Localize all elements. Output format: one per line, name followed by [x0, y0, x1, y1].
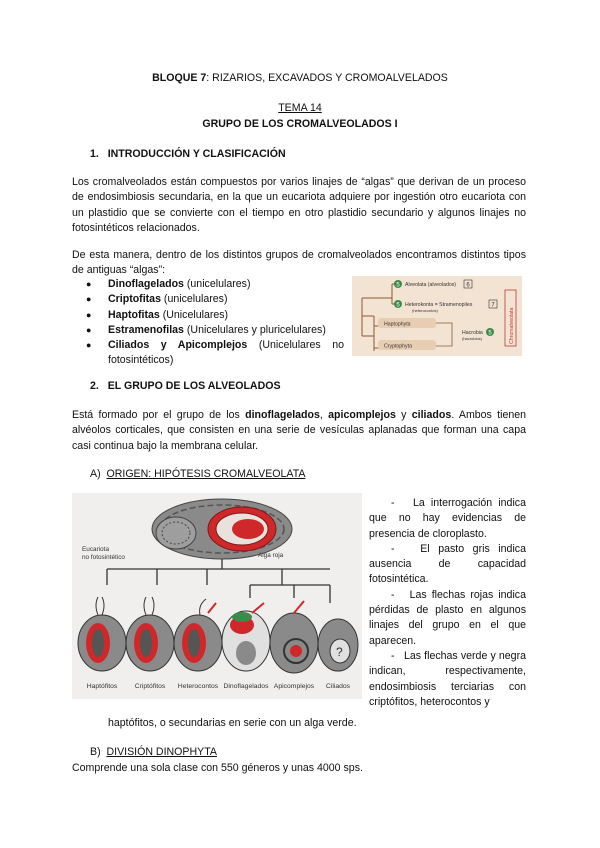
chromalveolata-tree-figure [352, 276, 522, 356]
figure-background [352, 276, 522, 356]
note-item: - La interrogación indica que no hay evidencias de presencia de cloroplasto. [369, 497, 526, 540]
subsection-a-title: ORIGEN: HIPÓTESIS CROMALVEOLATA [106, 468, 306, 480]
subsection-b-label: B) [90, 746, 101, 758]
note-item: - Las flechas verde y negra indican, respectivamente, endosimbiosis terciarias con criptófitos, heterocontos y [369, 649, 526, 708]
alveolata-label: Alveolata (alveolados) [405, 282, 457, 288]
hetero-sub-label: (heterocontos) [412, 308, 438, 313]
page-title: GRUPO DE LOS CROMALVEOLADOS I [202, 118, 398, 130]
bloque-heading [0, 71, 600, 86]
bloque-bold: BLOQUE 7 [152, 72, 207, 84]
label-dinoflagelados: Dinoflagelados [223, 683, 269, 690]
section2-heading [90, 379, 281, 394]
badge-label: 5 [488, 330, 492, 337]
label-heterocontos: Heterocontos [177, 683, 219, 690]
note-item: - Las flechas rojas indica pérdidas de plasto en algunos linajes del grupo en el que aparecen. [369, 588, 526, 647]
hacrobia-label: Hacrobia [462, 330, 483, 336]
ciliados-cell [318, 619, 358, 671]
note-item: - El pasto gris indica ausencia de capacidad fotosintética. [369, 542, 526, 586]
subsection-b-title: DIVISIÓN DINOPHYTA [106, 746, 217, 758]
label-apicomplejos: Apicomplejos [273, 683, 315, 690]
subsection-b-text: Comprende una sola clase con 550 géneros y unas 4000 sps. [72, 762, 363, 774]
section2-paragraph: Está formado por el grupo de los dinoflagelados, apicomplejos y ciliados. Ambos tienen alvéolos corticales, que consisten en una serie de vesículas aplanadas que forman una capa casi continua bajo la membrana celular. [72, 409, 527, 452]
section1-num: 1. [90, 148, 99, 160]
section1-title: INTRODUCCIÓN Y CLASIFICACIÓN [107, 148, 286, 160]
section2-title: EL GRUPO DE LOS ALVEOLADOS [107, 380, 281, 392]
badge-label: 5 [396, 302, 400, 309]
alga-roja-label: Alga roja [258, 552, 284, 559]
section1-heading [90, 147, 286, 162]
subsection-b-heading [90, 745, 217, 760]
hacrobia-sub-label: (hacrobios) [462, 336, 483, 341]
question-mark: ? [336, 645, 343, 659]
no-foto-label: no fotosintético [82, 554, 125, 561]
list-item: ● Dinoflagelados (unicelulares) [72, 277, 344, 292]
tema-number: TEMA 14 [278, 102, 322, 114]
hetero-num: 7 [491, 302, 495, 309]
algae-list [72, 277, 344, 369]
label-ciliados: Ciliados [325, 683, 351, 690]
alveolata-num: 6 [466, 282, 470, 289]
bloque-rest: : RIZARIOS, EXCAVADOS Y CROMOALVELADOS [206, 72, 448, 84]
hetero-label: Heterokonta = Stramenopiles [405, 302, 473, 308]
list-item: ● Ciliados y Apicomplejos (Unicelulares no fotosintéticos) [72, 338, 344, 369]
cromalveolata-hypothesis-diagram [72, 493, 362, 699]
hapto-label: Haptophyta [384, 321, 411, 328]
eucariota-label: Eucariota [82, 546, 109, 553]
label-criptofitos: Criptófitos [134, 683, 166, 690]
crypto-label: Cryptophyta [384, 343, 412, 350]
list-item: ● Haptofitas (Unicelulares) [72, 308, 344, 323]
list-item: ● Estramenofilas (Unicelulares y pluricelulares) [72, 323, 344, 338]
label-haptofitos: Haptófitos [86, 683, 118, 690]
note-tail: haptófitos, o secundarias en serie con un alga verde. [108, 717, 357, 729]
section1-paragraph2: De esta manera, dentro de los distintos grupos de cromalveolados encontramos distintos tipos de antiguas “algas”: [72, 249, 526, 277]
list-item: ● Criptofitas (unicelulares) [72, 292, 344, 307]
badge-label: 5 [396, 282, 400, 289]
subsection-a-heading [90, 467, 305, 482]
diagram-notes [369, 496, 526, 710]
section2-num: 2. [90, 380, 99, 392]
subsection-a-label: A) [90, 468, 101, 480]
section1-paragraph1: Los cromalveolados están compuestos por varios linajes de “algas” que derivan de un proceso de endosimbiosis secundaria, en la que un eucariota adquiere por ingestión otro eucariota con un plastidio que se convierte con el tiempo en otro plastidio secundario y algunos linajes no fotosintéticos relacionados. [72, 176, 526, 234]
chromalveolata-vertical-label: Chromalveolata [509, 307, 515, 344]
